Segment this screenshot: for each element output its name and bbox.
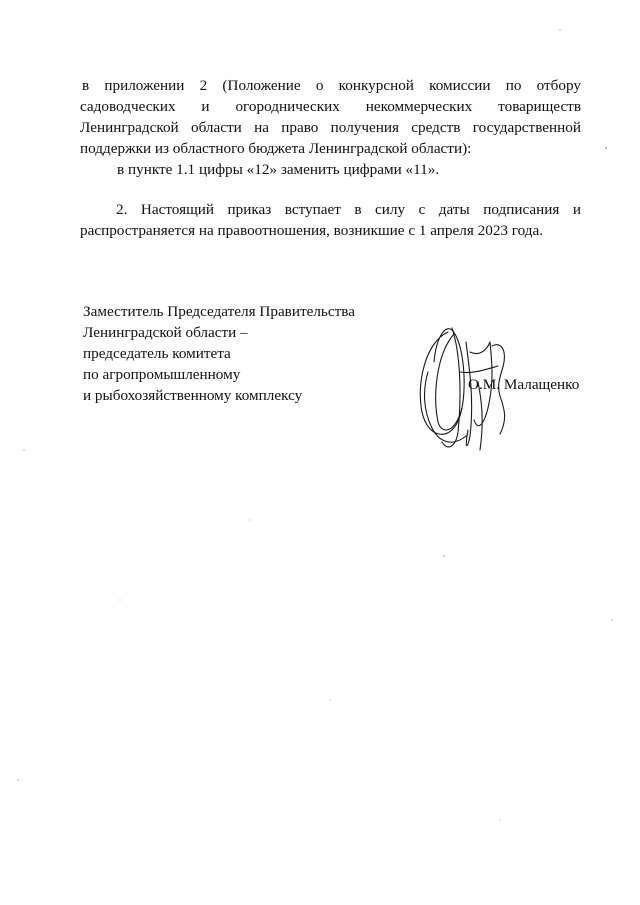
signer-position-line: председатель комитета	[83, 345, 231, 362]
signer-position-line: и рыбохозяйственному комплексу	[83, 387, 303, 404]
signer-position-line: Заместитель Председателя Правительства	[83, 303, 355, 320]
signer-position-line: Ленинградской области –	[83, 324, 248, 341]
signer-name: О.М. Малащенко	[468, 376, 580, 393]
amendment-item: в пункте 1.1 цифры «12» заменить цифрами «11».	[117, 161, 440, 178]
effective-date-paragraph: 2. Настоящий приказ вступает в силу с даты подписания и распространяется на правоотношения, возникшие с 1 апреля 2023 года.	[80, 201, 581, 239]
signer-position-line: по агропромышленному	[83, 366, 241, 383]
signer-position	[83, 301, 403, 406]
amendment-paragraph: в приложении 2 (Положение о конкурсной комиссии по отбору садоводческих и огороднических некоммерческих товариществ Ленинградской области на право получения средств государственной поддержки из областного бюджета Ленинградской области):	[80, 77, 581, 157]
